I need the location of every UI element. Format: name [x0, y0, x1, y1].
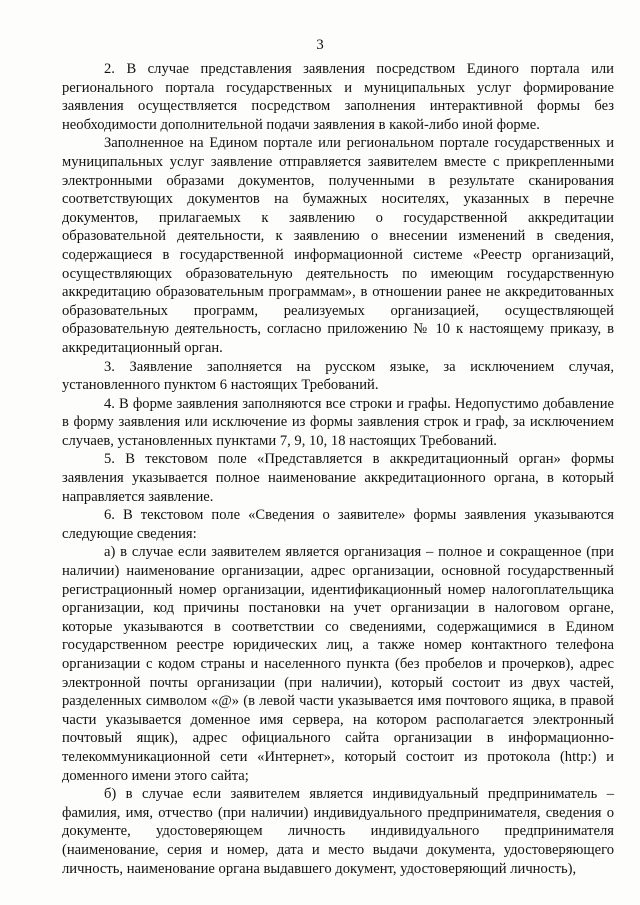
paragraph-filled-application: Заполненное на Едином портале или региональном портале государственных и муниципальных услуг заявление отправляется заявителем вместе с прикрепленными электронными образами документов, полученными в результате сканирования соответствующих документов на бумажных носителях, указанных в перечне документов, прилагаемых к заявлению о государственной аккредитации образовательной деятельности, к заявлению о внесении изменений в сведения, содержащиеся в государственной информационной системе «Реестр организаций, осуществляющих образовательную деятельность по имеющим государственную аккредитацию образовательным программам», в отношении ранее не аккредитованных образовательных программ, реализуемых организацией, осуществляющей образовательную деятельность, согласно приложению № 10 к настоящему приказу, в аккредитационный орган.: [62, 135, 614, 356]
page-number: 3: [316, 37, 324, 53]
paragraph-3-language: 3. Заявление заполняется на русском языке, за исключением случая, установленного пунктом 6 настоящих Требований.: [62, 358, 614, 394]
paragraph-6a-organization: а) в случае если заявителем является организация – полное и сокращенное (при наличии) наименование организации, адрес организации, основной государственный регистрационный номер организации, идентификационный номер налогоплательщика организации, код причины постановки на учет организации в налоговом органе, которые указываются в соответствии со сведениями, содержащимися в Едином государственном реестре юридических лиц, а также номер контактного телефона организации с кодом страны и населенного пункта (без пробелов и прочерков), адрес электронной почты организации (при наличии), который состоит из двух частей, разделенных символом «@» (в левой части указывается имя почтового ящика, в правой части указывается доменное имя сервера, на котором располагается электронный почтовый ящик), адрес официального сайта организации в информационно-телекоммуникационной сети «Интернет», который состоит из протокола (http:) и доменного имени этого сайта;: [62, 544, 614, 784]
document-body: [62, 60, 614, 878]
paragraph-6b-entrepreneur: б) в случае если заявителем является индивидуальный предприниматель – фамилия, имя, отчество (при наличии) индивидуального предпринимателя, сведения о документе, удостоверяющем личность индивидуального предпринимателя (наименование, серия и номер, дата и место выдачи документа, удостоверяющего личность, наименование органа выдавшего документ, удостоверяющий личность),: [62, 786, 614, 877]
paragraph-2-portal-submission: 2. В случае представления заявления посредством Единого портала или регионального портала государственных и муниципальных услуг формирование заявления осуществляется посредством заполнения интерактивной формы без необходимости дополнительной подачи заявления в какой-либо иной форме.: [62, 61, 614, 133]
paragraph-6-applicant-info: 6. В текстовом поле «Сведения о заявителе» формы заявления указываются следующие сведения:: [62, 507, 614, 542]
paragraph-5-authority: 5. В текстовом поле «Представляется в аккредитационный орган» формы заявления указывается полное наименование аккредитационного органа, в который направляется заявление.: [62, 451, 614, 505]
paragraph-4-fields: 4. В форме заявления заполняются все строки и графы. Недопустимо добавление в форму заявления или исключение из формы заявления строк и граф, за исключением случаев, установленных пунктами 7, 9, 10, 18 настоящих Требований.: [62, 395, 614, 449]
